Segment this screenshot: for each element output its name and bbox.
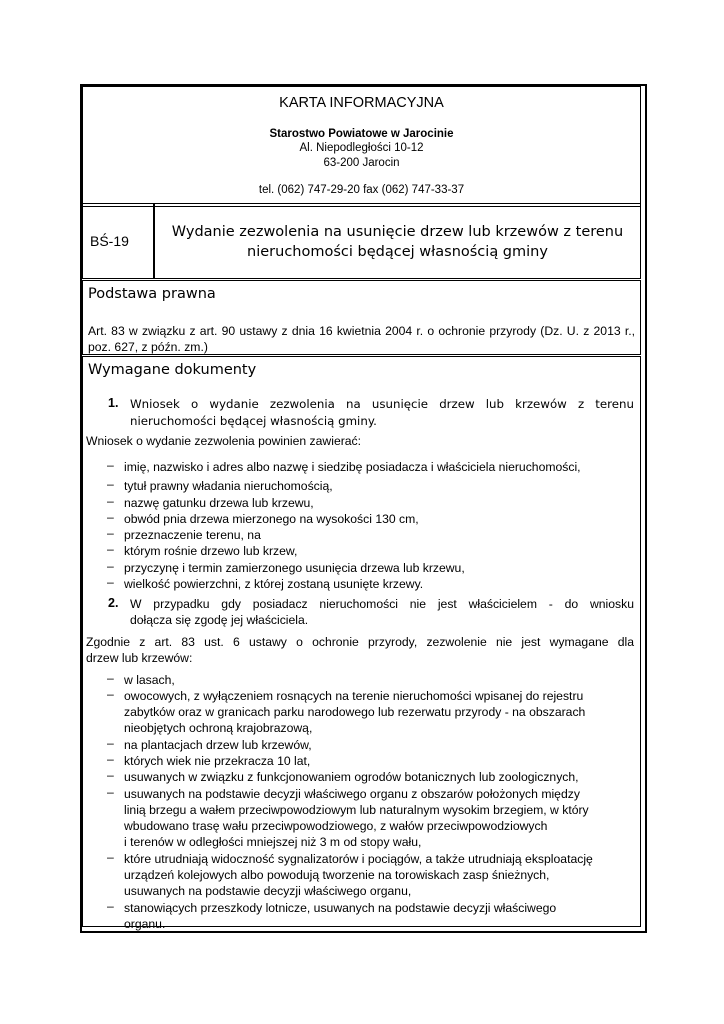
- dash-bullet: –: [107, 477, 114, 491]
- legal-basis-section: [82, 280, 641, 355]
- exemption-item-line: zabytków oraz w granicach parku narodowego lub rezerwatu przyrody - na obszarach: [124, 705, 586, 719]
- card-title-line: nieruchomości będącej własnością gminy: [247, 244, 548, 260]
- card-heading: KARTA INFORMACYJNA: [279, 95, 444, 111]
- exemption-item-line: organu.: [124, 917, 166, 931]
- exemption-intro: [86, 634, 634, 666]
- dash-bullet: –: [107, 671, 114, 685]
- office-city: 63-200 Jarocin: [323, 157, 400, 169]
- application-content-item: którym rośnie drzewo lub krzew,: [124, 544, 298, 558]
- application-content-item: przyczynę i termin zamierzonego usunięcia drzewa lub krzewu,: [124, 561, 465, 575]
- application-item-line: Wniosek o wydanie zezwolenia na usunięcie drzew lub krzewów z terenu: [130, 397, 634, 411]
- legal-basis-text: Art. 83 w związku z art. 90 ustawy z dnia 16 kwietnia 2004 r. o ochronie przyrody (Dz. U. z 2013 r., poz. 627, z późn. zm.): [88, 324, 635, 354]
- dash-bullet: –: [107, 768, 114, 782]
- exemption-item-line: i terenów w odległości mniejszej niż 3 m od stopy wału,: [124, 835, 422, 849]
- owner-consent-line: dołącza się zgodę jej właściciela.: [130, 613, 309, 627]
- item-number: 1.: [108, 396, 119, 410]
- exemption-item-line: wbudowano trasę wału przeciwpowodziowego, z wałów przeciwpowodziowych: [124, 819, 548, 833]
- exemption-item-line: które utrudniają widoczność sygnalizatorów i pociągów, a także utrudniają eksploatację: [124, 852, 593, 866]
- dash-bullet: –: [107, 752, 114, 766]
- required-documents-heading: Wymagane dokumenty: [88, 362, 257, 378]
- dash-bullet: –: [107, 850, 114, 864]
- exemption-item-line: na plantacjach drzew lub krzewów,: [124, 738, 312, 752]
- dash-bullet: –: [107, 785, 114, 799]
- exemption-item-line: usuwanych w związku z funkcjonowaniem ogrodów botanicznych lub zoologicznych,: [124, 770, 579, 784]
- legal-basis-heading: Podstawa prawna: [88, 286, 216, 302]
- dash-bullet: –: [107, 510, 114, 524]
- exemption-item-line: których wiek nie przekracza 10 lat,: [124, 754, 311, 768]
- application-intro: Wniosek o wydanie zezwolenia powinien zawierać:: [86, 434, 362, 448]
- exemption-item-line: usuwanych na podstawie decyzji właściwego organu z obszarów położonych między: [124, 787, 580, 801]
- card-title: [155, 222, 640, 262]
- application-content-item: imię, nazwisko i adres albo nazwę i siedzibę posiadacza i właściciela nieruchomości,: [124, 460, 581, 474]
- dash-bullet: –: [107, 575, 114, 589]
- exemption-intro-line: Zgodnie z art. 83 ust. 6 ustawy o ochronie przyrody, zezwolenie nie jest wymagane dla: [86, 635, 634, 649]
- office-contact: tel. (062) 747-29-20 fax (062) 747-33-37: [258, 184, 465, 196]
- exemption-item-line: nieobjętych ochroną krajobrazową,: [124, 721, 313, 735]
- dash-bullet: –: [107, 687, 114, 701]
- exemption-intro-line: drzew lub krzewów:: [86, 651, 193, 665]
- required-documents-section: [82, 356, 641, 931]
- exemption-item-line: stanowiących przeszkody lotnicze, usuwanych na podstawie decyzji właściwego: [124, 901, 557, 915]
- dash-bullet: –: [107, 542, 114, 556]
- exemption-item-line: owocowych, z wyłączeniem rosnących na terenie nieruchomości wpisanej do rejestru: [124, 689, 584, 703]
- office-address: Al. Niepodległości 10-12: [299, 142, 424, 154]
- application-content-item: tytuł prawny władania nieruchomością,: [124, 479, 333, 493]
- application-content-item: obwód pnia drzewa mierzonego na wysokości 130 cm,: [124, 512, 419, 526]
- office-name: Starostwo Powiatowe w Jarocinie: [269, 128, 454, 140]
- dash-bullet: –: [107, 899, 114, 913]
- application-item-line: nieruchomości będącej własnością gminy.: [130, 414, 377, 428]
- dash-bullet: –: [107, 494, 114, 508]
- card-code-cell: [83, 204, 155, 278]
- dash-bullet: –: [107, 458, 114, 472]
- application-content-item: wielkość powierzchni, z której zostaną usunięte krzewy.: [124, 577, 424, 591]
- dash-bullet: –: [107, 559, 114, 573]
- owner-consent-item: [130, 596, 634, 628]
- application-item: [130, 396, 634, 430]
- application-content-item: przeznaczenie terenu, na: [124, 528, 261, 542]
- card-title-section: [82, 203, 641, 279]
- dash-bullet: –: [107, 526, 114, 540]
- exemption-item-line: w lasach,: [124, 673, 175, 687]
- dash-bullet: –: [107, 736, 114, 750]
- card-code: BŚ-19: [90, 233, 129, 249]
- header-section: [82, 86, 641, 207]
- exemption-item-line: urządzeń kolejowych albo powodują tworzenie na torowiskach zasp śnieżnych,: [124, 868, 550, 882]
- application-content-item: nazwę gatunku drzewa lub krzewu,: [124, 496, 314, 510]
- card-title-line: Wydanie zezwolenia na usunięcie drzew lub krzewów z terenu: [171, 224, 624, 240]
- exemption-item-line: usuwanych na podstawie decyzji właściwego organu,: [124, 884, 412, 898]
- owner-consent-line: W przypadku gdy posiadacz nieruchomości nie jest właścicielem - do wniosku: [130, 597, 634, 611]
- item-number: 2.: [108, 596, 119, 610]
- exemption-item-line: linią brzegu a wałem przeciwpowodziowym lub naturalnym wysokim brzegiem, w który: [124, 803, 589, 817]
